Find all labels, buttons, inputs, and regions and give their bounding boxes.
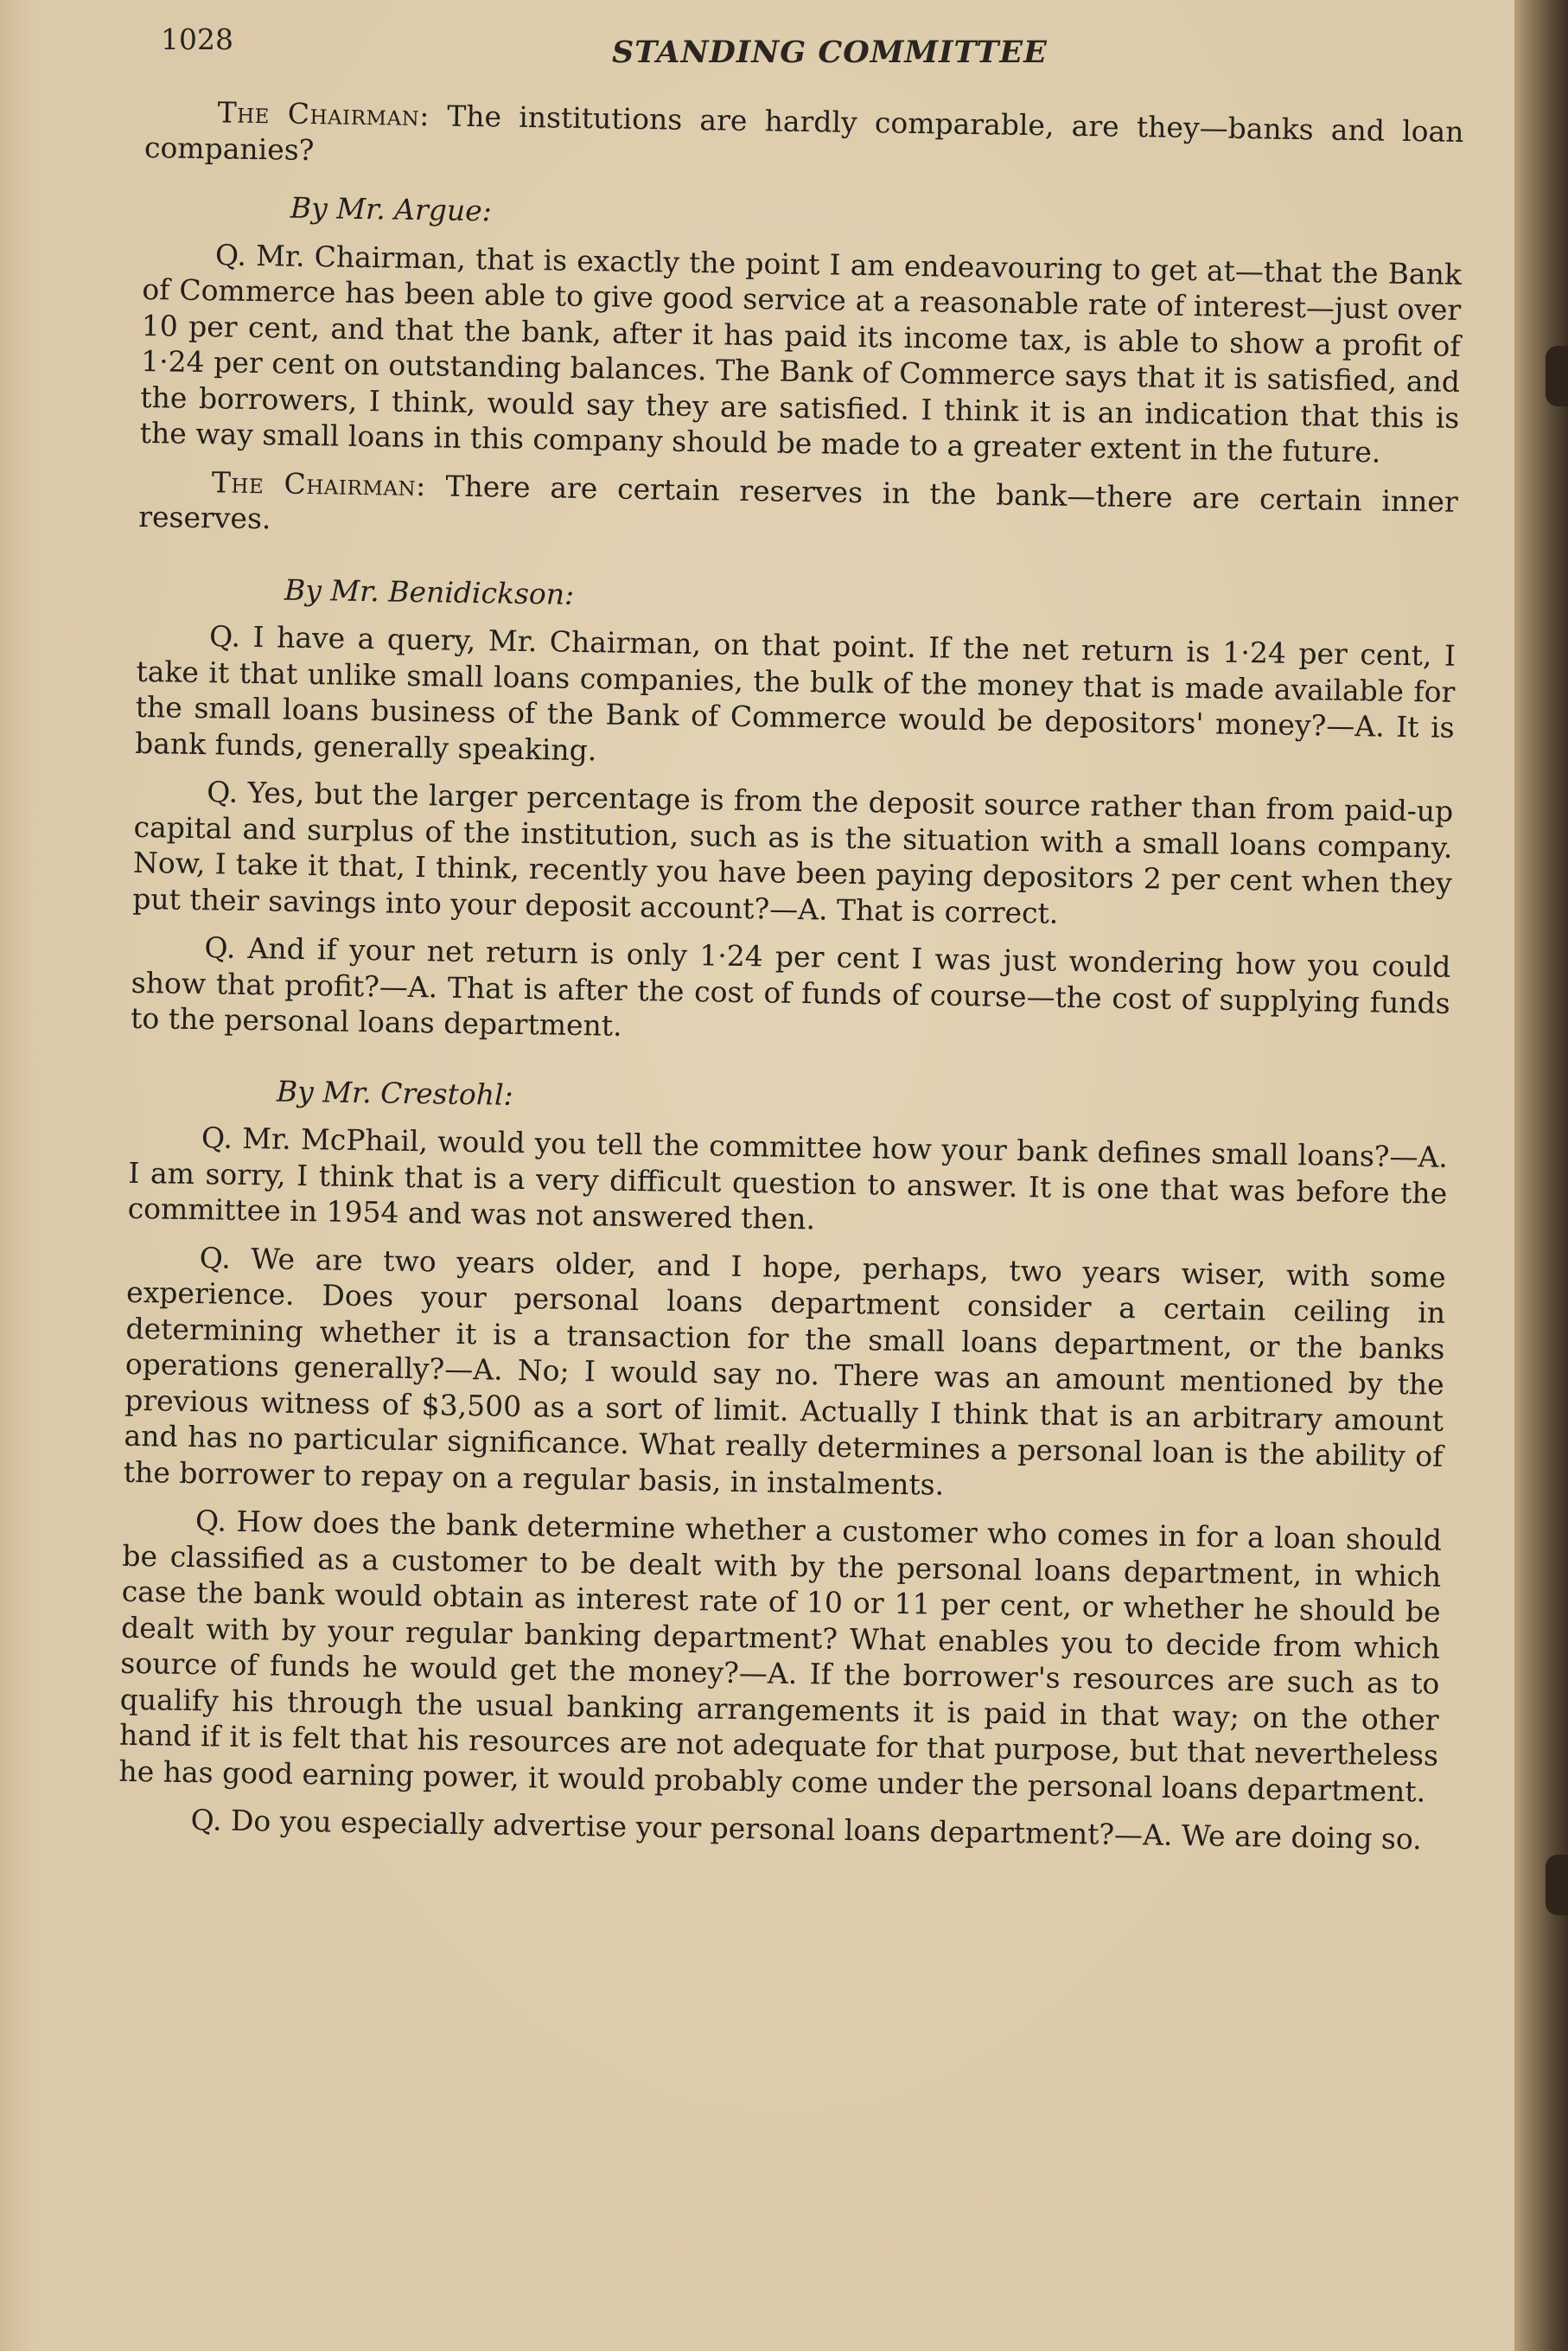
paragraph-crestohl-3: Q. How does the bank determine whether a customer who comes in for a loan should be classified as a customer to be dealt with by the personal loans department, in which case the bank would obtain as interest rate of 10 or 11 per cent, or whether he should be dealt with by your regular banking department? What enables you to decide from which source of funds he would get the money?—A. If the borrower's resources are such as to qualify his through the usual banking arrangements it is paid in that way; on the other hand if it is felt that his resources are not adequate for that purpose, but that nevertheless he has good earning power, it would probably come under the personal loans department. bbox=[118, 1504, 1443, 1809]
speaker-heading-crestohl: By Mr. Crestohl: bbox=[276, 1074, 514, 1112]
paragraph-benidickson-1: Q. I have a query, Mr. Chairman, on that point. If the net return is 1·24 per cent, I take it that unlike small loans companies, the bulk of the money that is made available for the small loans business of the Bank of Commerce would be depositors' money?—A. It is bank funds, generally speaking. bbox=[134, 619, 1456, 767]
binding-mark bbox=[1546, 1855, 1568, 1915]
speaker-heading-argue: By Mr. Argue: bbox=[290, 190, 493, 228]
running-head: STANDING COMMITTEE bbox=[612, 35, 1048, 70]
page-number: 1028 bbox=[161, 22, 233, 56]
paragraph-benidickson-2: Q. Yes, but the larger percentage is from the deposit source rather than from paid-up capital and surplus of the institution, such as is the situation with a small loans company. Now, I take it that, I think, recently you have been paying depositors 2 per cent when they put their savings into your deposit account?—A. That is correct. bbox=[132, 775, 1454, 930]
paragraph-crestohl-1: Q. Mr. McPhail, would you tell the committee how your bank defines small loans?—A. I am sorry, I think that is a very difficult question to answer. It is one that was before the committee in 1954 and was not answered then. bbox=[127, 1121, 1449, 1236]
paragraph-crestohl-2: Q. We are two years older, and I hope, perhaps, two years wiser, with some experience. Does your personal loans department consider a certain ceiling in determining whether it is a transaction for the small loans department, or the banks operations generally?—A. No; I would say no. There was an amount mentioned by the previous witness of $3,500 as a sort of limit. Actually I think that is an arbitrary amount and has no particular significance. What really determines a personal loan is the ability of the borrower to repay on a regular basis, in instalments. bbox=[123, 1240, 1446, 1502]
paragraph-crestohl-4: Q. Do you especially advertise your personal loans department?—A. We are doing so. bbox=[190, 1803, 1423, 1856]
speaker-label: The Chairman: bbox=[217, 95, 430, 133]
paragraph-argue-question: Q. Mr. Chairman, that is exactly the point I am endeavouring to get at—that the Bank of Commerce has been able to give good service at a reasonable rate of interest—just over 10 per cent, and that the bank, after it has paid its income tax, is able to show a profit of 1·24 per cent on outstanding balances. The Bank of Commerce says that it is satisfied, and the borrowers, I think, would say they are satisfied. I think it is an indication that this is the way small loans in this company should be made to a greater extent in the future. bbox=[139, 237, 1463, 470]
transcript-body bbox=[118, 93, 1464, 1869]
paragraph-chairman-1 bbox=[144, 93, 1464, 186]
speaker-label: The Chairman: bbox=[211, 464, 427, 502]
speaker-heading-benidickson: By Mr. Benidickson: bbox=[284, 572, 575, 611]
paragraph-benidickson-3: Q. And if your net return is only 1·24 per cent I was just wondering how you could show that profit?—A. That is after the cost of funds of course—the cost of supplying funds to the personal loans department. bbox=[130, 930, 1451, 1043]
page-header bbox=[0, 19, 1514, 71]
paragraph-text: There are certain reserves in the bank—there are certain inner reserves. bbox=[138, 469, 1459, 536]
paragraph-chairman-2 bbox=[138, 463, 1458, 555]
binding-mark bbox=[1546, 346, 1568, 406]
paragraph-text: The institutions are hardly comparable, are they—banks and loan companies? bbox=[143, 99, 1464, 167]
